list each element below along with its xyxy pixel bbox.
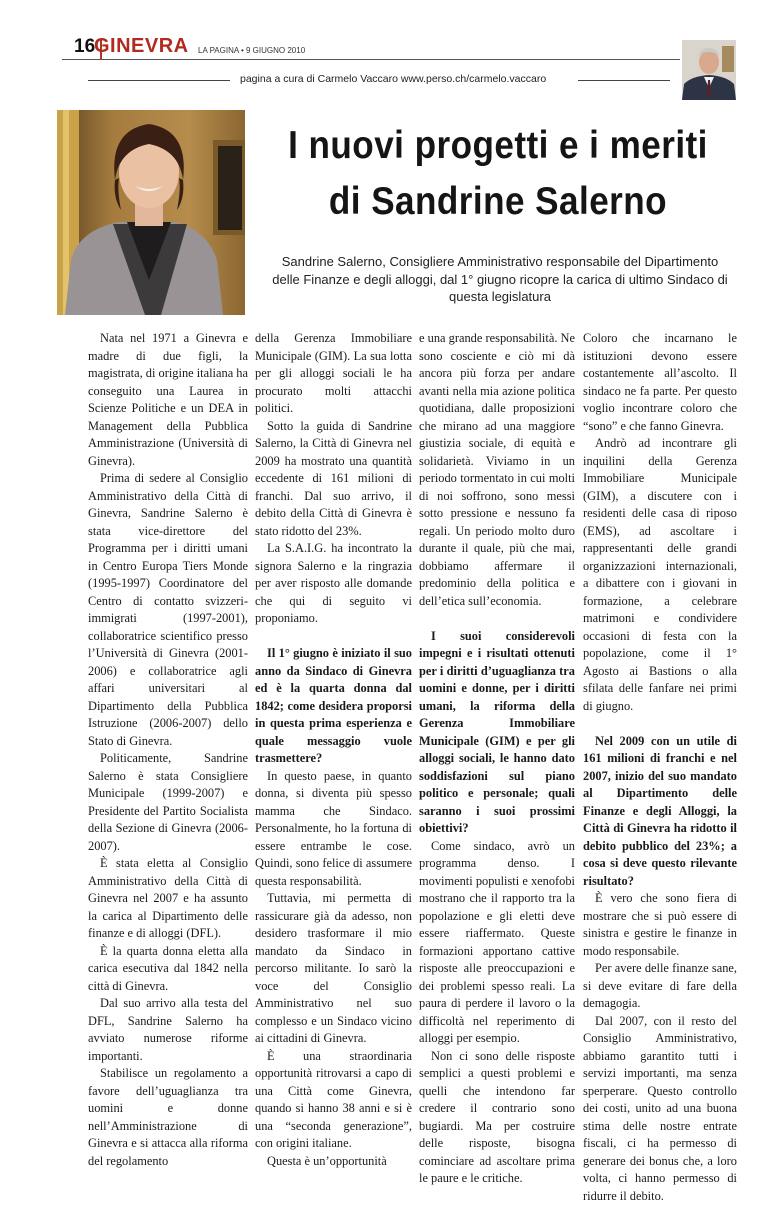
text-column-2 xyxy=(255,330,412,1170)
issue-date: LA PAGINA • 9 GIUGNO 2010 xyxy=(198,46,305,55)
body-paragraph: In questo paese, in quanto donna, si diventa più spesso mamma che Sindaco. Personalmente, ho la fortuna di essere entrambe le cose. Quindi, sono felice di assumere questa responsabilità. xyxy=(255,768,412,891)
article-subtitle: Sandrine Salerno, Consigliere Amministrativo responsabile del Dipartimento delle Finanze e degli alloggi, dal 1° giugno ricopre la carica di ultimo Sindaco di questa legislatura xyxy=(270,253,730,306)
byline-text: pagina a cura di Carmelo Vaccaro www.perso.ch/carmelo.vaccaro xyxy=(240,73,546,85)
body-paragraph: della Gerenza Immobiliare Municipale (GIM). La sua lotta per gli alloggi sociali le ha procurato molti attacchi politici. xyxy=(255,330,412,418)
body-paragraph: È una straordinaria opportunità ritrovarsi a capo di una Città come Ginevra, quando si hanno 38 anni e si è una “seconda generazione”, con origini italiane. xyxy=(255,1048,412,1153)
body-paragraph: Andrò ad incontrare gli inquilini della Gerenza Immobiliare Municipale (GIM), a discutere con i residenti delle casa di riposo (EMS), ad ascoltare i rappresentanti delle grandi organizzazioni internazionali, a dibattere con i giovani in formazione, a celebrare matrimoni e condividere occasioni di festa con la popolazione, come il 1° Agosto ai Bastions o alla sfilata delle fanfare nei primi di giugno. xyxy=(583,435,737,715)
question-paragraph: I suoi considerevoli impegni e i risultati ottenuti per i diritti d’uguaglianza tra uomini e donne, per i diritti umani, la riforma della Gerenza Immobiliare Municipale (GIM) e per gli alloggi sociali, le hanno dato soddisfazioni sul piano politico e personale; quali saranno i suoi prossimi obiettivi? xyxy=(419,628,575,838)
byline-bar xyxy=(88,72,670,88)
body-paragraph: Nata nel 1971 a Ginevra e madre di due figli, la magistrata, di origine italiana ha conseguito una Laurea in Scienze Politiche e un DEA in Management della Pubblica Amministrazione (Università di Ginevra). xyxy=(88,330,248,470)
body-paragraph: e una grande responsabilità. Ne sono cosciente e ciò mi dà ancora più forza per andare avanti nella mia azione politica quotidiana, dalle proposizioni che mirano ad una maggiore giustizia sociale, di equità e solidarietà. Viviamo in un periodo tormentato in cui molti di noi soffrono, sono messi sotto pressione e nessuno fa regali. Un periodo molto duro durante il quale, più che mai, dobbiamo affermare il predominio della politica e dell’etica sull’economia. xyxy=(419,330,575,610)
body-paragraph: Non ci sono delle risposte semplici a questi problemi e quelli che intendono far credere il contrario sono bugiardi. Ma per costruire delle risposte, bisogna cominciare ad ascoltare prima le paure e le critiche. xyxy=(419,1048,575,1188)
question-paragraph: Il 1° giugno è iniziato il suo anno da Sindaco di Ginevra ed è la quarta donna dal 1842; come desidera proporsi in questa prima esperienza e quale messaggio vuole trasmettere? xyxy=(255,645,412,768)
header-rule xyxy=(62,59,680,60)
page-number: 16 xyxy=(74,36,95,58)
text-column-3 xyxy=(419,330,575,1188)
body-paragraph: Stabilisce un regolamento a favore dell’uguaglianza tra uomini e donne nell’Amministrazione di Ginevra e si attacca alla riforma del regolamento xyxy=(88,1065,248,1170)
body-paragraph: È la quarta donna eletta alla carica esecutiva dal 1842 nella città di Ginevra. xyxy=(88,943,248,996)
question-paragraph: Nel 2009 con un utile di 161 milioni di franchi e nel 2007, inizio del suo mandato al Dipartimento delle Finanze e degli Alloggi, la Città di Ginevra ha ridotto il debito pubblico del 23%; a cosa si deve questo rilevante risultato? xyxy=(583,733,737,891)
body-paragraph: Sotto la guida di Sandrine Salerno, la Città di Ginevra nel 2009 ha mostrato una quantità eccedente di 161 milioni di franchi. Dal suo arrivo, il debito della Città di Ginevra è stato ridotto del 23%. xyxy=(255,418,412,541)
body-paragraph: Politicamente, Sandrine Salerno è stata Consigliere Municipale (1999-2007) e Presidente del Partito Socialista della Sezione di Ginevra (2006-2007). xyxy=(88,750,248,855)
body-paragraph: È vero che sono fiera di mostrare che si può essere di sinistra e gestire le finanze in modo responsabile. xyxy=(583,890,737,960)
byline-rule-left xyxy=(88,80,230,81)
byline-rule-right xyxy=(578,80,670,81)
body-paragraph: Dal 2007, con il resto del Consiglio Amministrativo, abbiamo garantito tutti i servizi importanti, ma senza sperperare. Questo controllo dei costi, unito ad una buona stima delle nostre entrate fiscali, ci ha permesso di generare dei bonus che, a loro volta, ci hanno permesso di ridurre il debito. xyxy=(583,1013,737,1205)
body-paragraph: La S.A.I.G. ha incontrato la signora Salerno e la ringrazia per aver risposto alle domande che qui di seguito vi proponiamo. xyxy=(255,540,412,628)
body-paragraph: È stata eletta al Consiglio Amministrativo della Città di Ginevra nel 2007 e ha assunto la carica al Dipartimento delle finanze e di alloggi (DFL). xyxy=(88,855,248,943)
body-paragraph: Coloro che incarnano le istituzioni devono essere costantemente all’ascolto. Il sindaco ne fa parte. Per questo voglio incontrare coloro che “sono” e che fanno Ginevra. xyxy=(583,330,737,435)
sandrine-salerno-photo xyxy=(57,110,245,315)
body-paragraph: Come sindaco, avrò un programma denso. I movimenti populisti e xenofobi mostrano che il rapporto tra la popolazione e gli eletti deve essere riaffermato. Queste formazioni apportano cattive risposte alle preoccupazioni e dei problemi spesso reali. La paura di perdere il lavoro o la difficoltà nel reperimento di alloggi per esempio. xyxy=(419,838,575,1048)
body-paragraph: Prima di sedere al Consiglio Amministrativo della Città di Ginevra, Sandrine Salerno è stata vice-direttore del Programma per i diritti umani in Centro Europa Tiers Monde (1995-1997) Coordinatore del Centro di contatto svizzeri-immigrati (1997-2001), collaboratrice scientifico presso l’Università di Ginevra (2001-2006) e collaboratrice agli affari universitari al Dipartimento della Pubblica Istruzione (2006-2007) dello Stato di Ginevra. xyxy=(88,470,248,750)
text-column-1 xyxy=(88,330,248,1170)
editor-portrait xyxy=(682,40,736,100)
body-paragraph: Per avere delle finanze sane, si deve evitare di fare della demagogia. xyxy=(583,960,737,1013)
section-title: GINEVRA xyxy=(94,35,189,58)
body-paragraph: Questa è un’opportunità xyxy=(255,1153,412,1171)
page-header xyxy=(62,36,682,62)
body-paragraph: Tuttavia, mi permetta di rassicurare già da adesso, non desidero trasformare il mio mandato da Sindaco in percorso militante. Io sarò la voce del Consiglio Amministrativo nel suo complesso e un Sindaco vicino ai cittadini di Ginevra. xyxy=(255,890,412,1048)
article-title: I nuovi progetti e i meriti di Sandrine Salerno xyxy=(273,118,723,230)
body-paragraph: Dal suo arrivo alla testa del DFL, Sandrine Salerno ha avviato numerose riforme importanti. xyxy=(88,995,248,1065)
text-column-4 xyxy=(583,330,737,1205)
